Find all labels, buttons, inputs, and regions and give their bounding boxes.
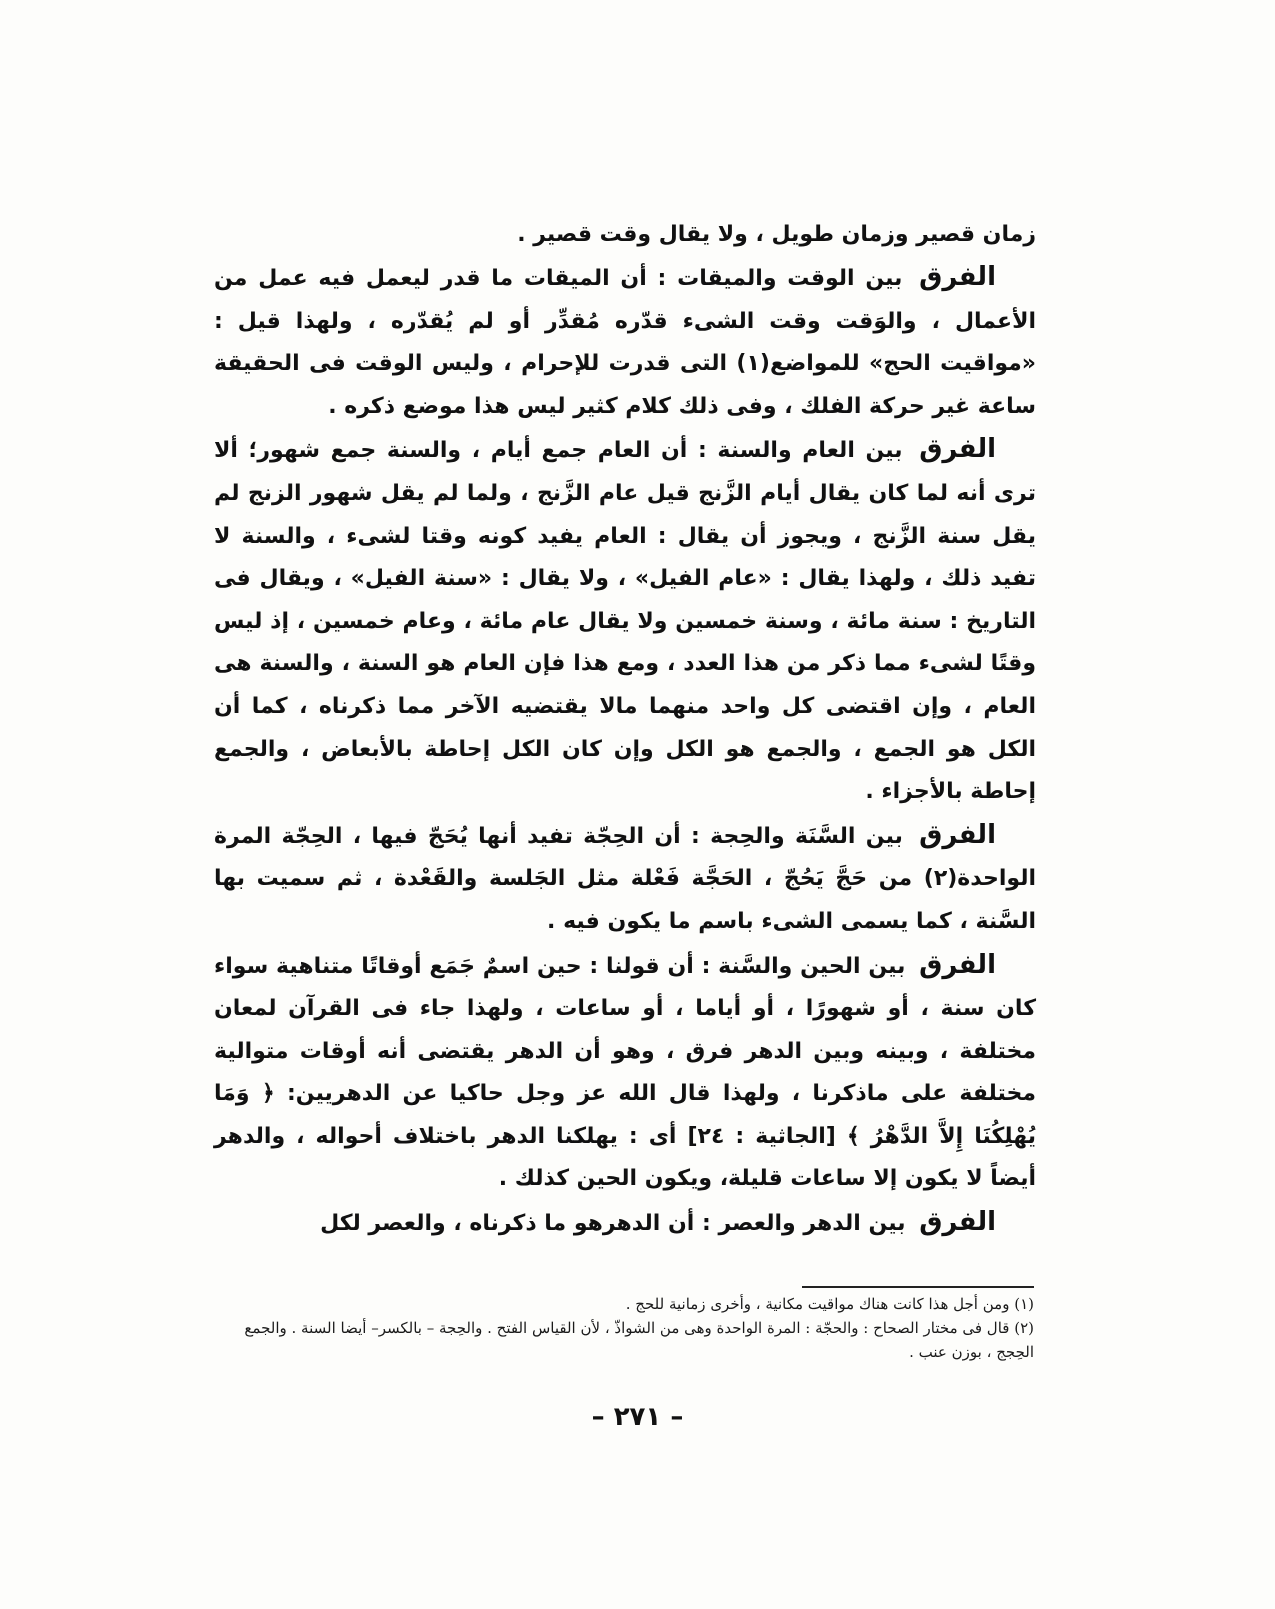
section-heading: الفرق <box>919 434 996 465</box>
section-heading: الفرق <box>919 819 996 850</box>
paragraph-sanah-vs-hijjah <box>214 814 1036 944</box>
paragraph-dahr-vs-asr <box>214 1201 1036 1246</box>
paragraph-text: أن الميقات ما قدر ليعمل فيه عمل من الأعمال ، والوَقت وقت الشىء قدّره مُقدِّر أو لم يُقدّره ، ولهذا قيل : «مواقيت الحج» للمواضع(١) التى قدرت للإحرام ، وليس الوقت فى الحقيقة ساعة غير حركة الفلك ، وفى ذلك كلام كثير ليس هذا موضع ذكره . <box>214 266 1036 419</box>
section-subject: بين الوقت والميقات : <box>657 266 903 291</box>
footnote-2: (٢) قال فى مختار الصحاح : والحجّة : المرة الواحدة وهى من الشواذّ ، لأن القياس الفتح . والحِجة – بالكسر– أيضا السنة . والجمع الحِجج ، بوزن عنب . <box>244 1319 1034 1361</box>
paragraph-text: أن الدهرهو ما ذكرناه ، والعصر لكل <box>320 1211 695 1237</box>
paragraph-year-vs-sanah <box>214 428 1036 813</box>
section-subject: بين السَّنَة والحِجة : <box>691 823 903 849</box>
paragraph-time-vs-appointed-time <box>214 256 1036 428</box>
section-heading: الفرق <box>919 262 996 292</box>
paragraph-text: أن العام جمع أيام ، والسنة جمع شهور؛ ألا ترى أنه لما كان يقال أيام الزَّنج قيل عام الزَّنج ، ولما لم يقل شهور الزنج لم يقل سنة الزَّنج ، ويجوز أن يقال : العام يفيد كونه وقتا لشىء ، والسنة لا تفيد ذلك ، ولهذا يقال : «عام الفيل» ، ولا يقال : «سنة الفيل» ، ويقال فى التاريخ : سنة مائة ، وسنة خمسين ولا يقال عام مائة ، وعام خمسين ، إذ ليس وقتًا لشىء مما ذكر من هذا العدد ، ومع هذا فإن العام هو السنة ، والسنة هى العام ، وإن اقتضى كل واحد منهما مالا يقتضيه الآخر مما ذكرناه ، كما أن الكل هو الجمع ، والجمع هو الكل وإن كان الكل إحاطة بالأبعاض ، والجمع إحاطة بالأجزاء . <box>214 438 1036 805</box>
intro-line: زمان قصير وزمان طويل ، ولا يقال وقت قصير . <box>517 222 1036 247</box>
section-heading: الفرق <box>919 1207 996 1238</box>
paragraph-text: أن الحِجّة تفيد أنها يُحَجّ فيها ، الحِجّة المرة الواحدة(٢) من حَجَّ يَحُجّ ، الحَجَّة فَعْلة مثل الجَلسة والقَعْدة ، ثم سميت بها السَّنة ، كما يسمى الشىء باسم ما يكون فيه . <box>214 823 1036 934</box>
section-subject: بين العام والسنة : <box>698 438 903 464</box>
section-subject: بين الحين والسَّنة : <box>701 953 906 979</box>
main-text <box>214 214 1036 1246</box>
footnote-divider <box>802 1286 1034 1288</box>
paragraph-text: أن قولنا : حين اسمٌ جَمَع أوقاتًا متناهية سواء كان سنة ، أو شهورًا ، أو أياما ، أو ساعات ، ولهذا جاء فى القرآن لمعان مختلفة ، وبينه وبين الدهر فرق ، وهو أن الدهر يقتضى أنه أوقات متوالية مختلفة على ماذكرنا ، ولهذا قال الله عز وجل حاكيا عن الدهريين: ﴿ وَمَا يُهْلِكُنَا إِلاَّ الدَّهْرُ ﴾ [الجاثية : ٢٤] أى : يهلكنا الدهر باختلاف أحواله ، والدهر أيضاً لا يكون إلا ساعات قليلة، ويكون الحين كذلك . <box>214 953 1036 1192</box>
section-heading: الفرق <box>919 949 996 980</box>
page-number: – ٢٧١ – <box>591 1402 684 1432</box>
section-subject: بين الدهر والعصر : <box>701 1211 906 1237</box>
footnote-1: (١) ومن أجل هذا كانت هناك مواقيت مكانية ، وأخرى زمانية للحج . <box>625 1295 1034 1313</box>
paragraph-hin-vs-sanah <box>214 944 1036 1202</box>
footnotes <box>212 1292 1034 1364</box>
